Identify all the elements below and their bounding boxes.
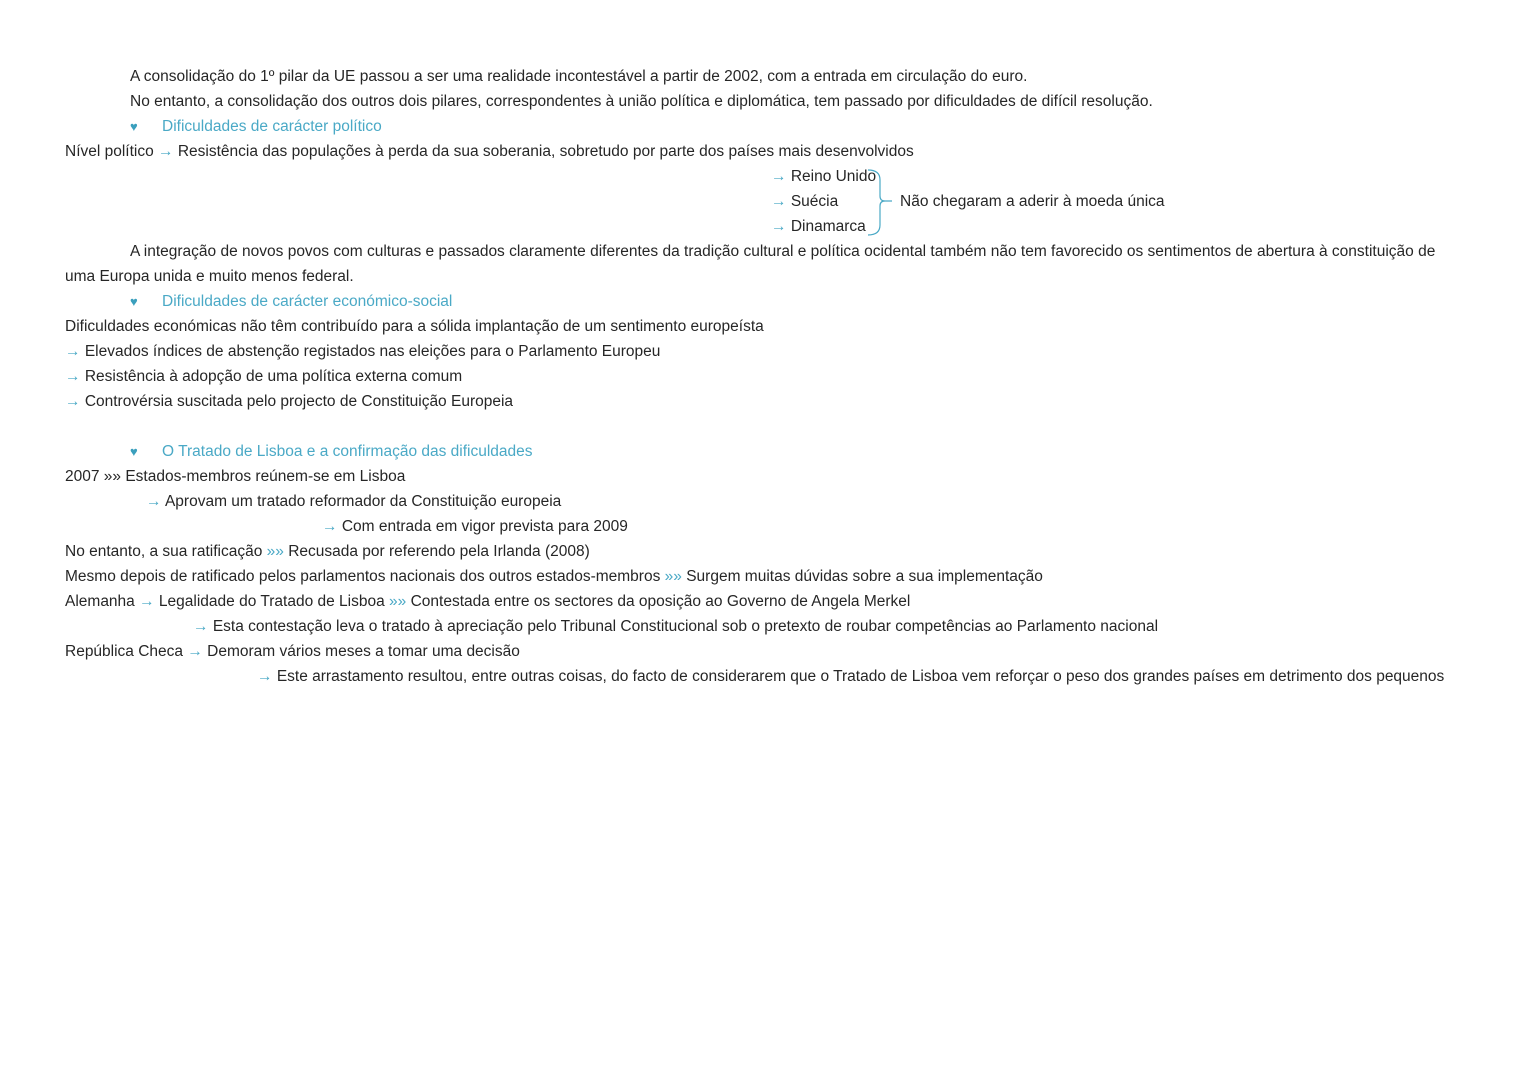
ratif-label: No entanto, a sua ratificação <box>65 543 263 560</box>
intro-line-2: No entanto, a consolidação dos outros dois pilares, correspondentes à união política e diplomática, tem passado por dificuldades de difícil resolução. <box>130 93 1153 110</box>
year-2007-line: 2007 »» Estados-membros reúnem-se em Lisboa <box>65 468 406 485</box>
arrow-right-icon: → <box>322 518 338 535</box>
curly-brace-icon <box>866 168 896 238</box>
nivel-label: Nível político <box>65 143 154 160</box>
nivel-text: Resistência das populações à perda da sua soberania, sobretudo por parte dos países mais desenvolvidos <box>177 143 914 160</box>
nivel-politico-line <box>65 142 914 162</box>
vigor-line <box>322 517 628 537</box>
country-name: Reino Unido <box>790 168 877 185</box>
heart-bullet-icon: ♥ <box>130 119 138 134</box>
arrow-right-icon: → <box>65 343 81 360</box>
alemanha-mid: Legalidade do Tratado de Lisboa <box>158 593 385 610</box>
integration-paragraph-cont: uma Europa unida e muito menos federal. <box>65 268 354 285</box>
list-item-text: Elevados índices de abstenção registados nas eleições para o Parlamento Europeu <box>84 343 661 360</box>
checa-line <box>65 642 520 662</box>
arrow-right-icon: → <box>193 618 209 635</box>
approve-line <box>146 492 561 512</box>
country-name: Suécia <box>790 193 839 210</box>
list-item-text: Controvérsia suscitada pelo projecto de Constituição Europeia <box>84 393 514 410</box>
alemanha-line <box>65 592 910 612</box>
vigor-text: Com entrada em vigor prevista para 2009 <box>341 518 628 535</box>
country-item <box>771 217 866 237</box>
checa-label: República Checa <box>65 643 184 660</box>
alemanha-label: Alemanha <box>65 593 135 610</box>
arrow-right-icon: → <box>187 643 203 660</box>
mesmo-text: Surgem muitas dúvidas sobre a sua implementação <box>686 568 1043 585</box>
heading-text: O Tratado de Lisboa e a confirmação das dificuldades <box>162 443 533 460</box>
countries-note: Não chegaram a aderir à moeda única <box>900 193 1165 210</box>
ratif-text: Recusada por referendo pela Irlanda (2008) <box>288 543 590 560</box>
arrow-right-icon: → <box>139 593 155 610</box>
section-heading-lisboa <box>130 442 533 462</box>
mesmo-line <box>65 567 1043 587</box>
country-item <box>771 192 838 212</box>
double-chevron-icon: »» <box>389 593 407 610</box>
country-item <box>771 167 876 187</box>
list-item <box>65 367 462 387</box>
heading-text: Dificuldades de carácter político <box>162 118 382 135</box>
double-chevron-icon: »» <box>266 543 284 560</box>
mesmo-label: Mesmo depois de ratificado pelos parlamentos nacionais dos outros estados-membros <box>65 568 661 585</box>
checa-text: Demoram vários meses a tomar uma decisão <box>207 643 520 660</box>
checa-sub-line <box>257 667 1444 687</box>
section-heading-politico <box>130 117 382 137</box>
list-item <box>65 392 513 412</box>
list-item-text: Resistência à adopção de uma política externa comum <box>84 368 463 385</box>
checa-sub-text: Este arrastamento resultou, entre outras coisas, do facto de considerarem que o Tratado de Lisboa vem reforçar o peso dos grandes países em detrimento dos pequenos <box>276 668 1445 685</box>
integration-paragraph: A integração de novos povos com culturas e passados claramente diferentes da tradição cultural e política ocidental também não tem favorecido os sentimentos de abertura à constituição de <box>130 243 1436 260</box>
heading-text: Dificuldades de carácter económico-social <box>162 293 453 310</box>
section-heading-economico <box>130 292 452 312</box>
list-item <box>65 342 660 362</box>
arrow-right-icon: → <box>65 368 81 385</box>
economic-lead: Dificuldades económicas não têm contribuído para a sólida implantação de um sentimento europeísta <box>65 318 764 335</box>
approve-text: Aprovam um tratado reformador da Constituição europeia <box>164 493 562 510</box>
double-chevron-icon: »» <box>664 568 682 585</box>
alemanha-sub-text: Esta contestação leva o tratado à apreciação pelo Tribunal Constitucional sob o pretexto de roubar competências ao Parlamento nacional <box>212 618 1159 635</box>
arrow-right-icon: → <box>65 393 81 410</box>
alemanha-sub-line <box>193 617 1158 637</box>
arrow-right-icon: → <box>771 193 787 210</box>
heart-bullet-icon: ♥ <box>130 294 138 309</box>
intro-line-1: A consolidação do 1º pilar da UE passou a ser uma realidade incontestável a partir de 2002, com a entrada em circulação do euro. <box>130 68 1028 85</box>
arrow-right-icon: → <box>146 493 162 510</box>
arrow-right-icon: → <box>771 218 787 235</box>
ratificacao-line <box>65 542 590 562</box>
heart-bullet-icon: ♥ <box>130 444 138 459</box>
arrow-right-icon: → <box>771 168 787 185</box>
arrow-right-icon: → <box>158 143 174 160</box>
arrow-right-icon: → <box>257 668 273 685</box>
country-name: Dinamarca <box>790 218 866 235</box>
alemanha-text: Contestada entre os sectores da oposição ao Governo de Angela Merkel <box>410 593 911 610</box>
